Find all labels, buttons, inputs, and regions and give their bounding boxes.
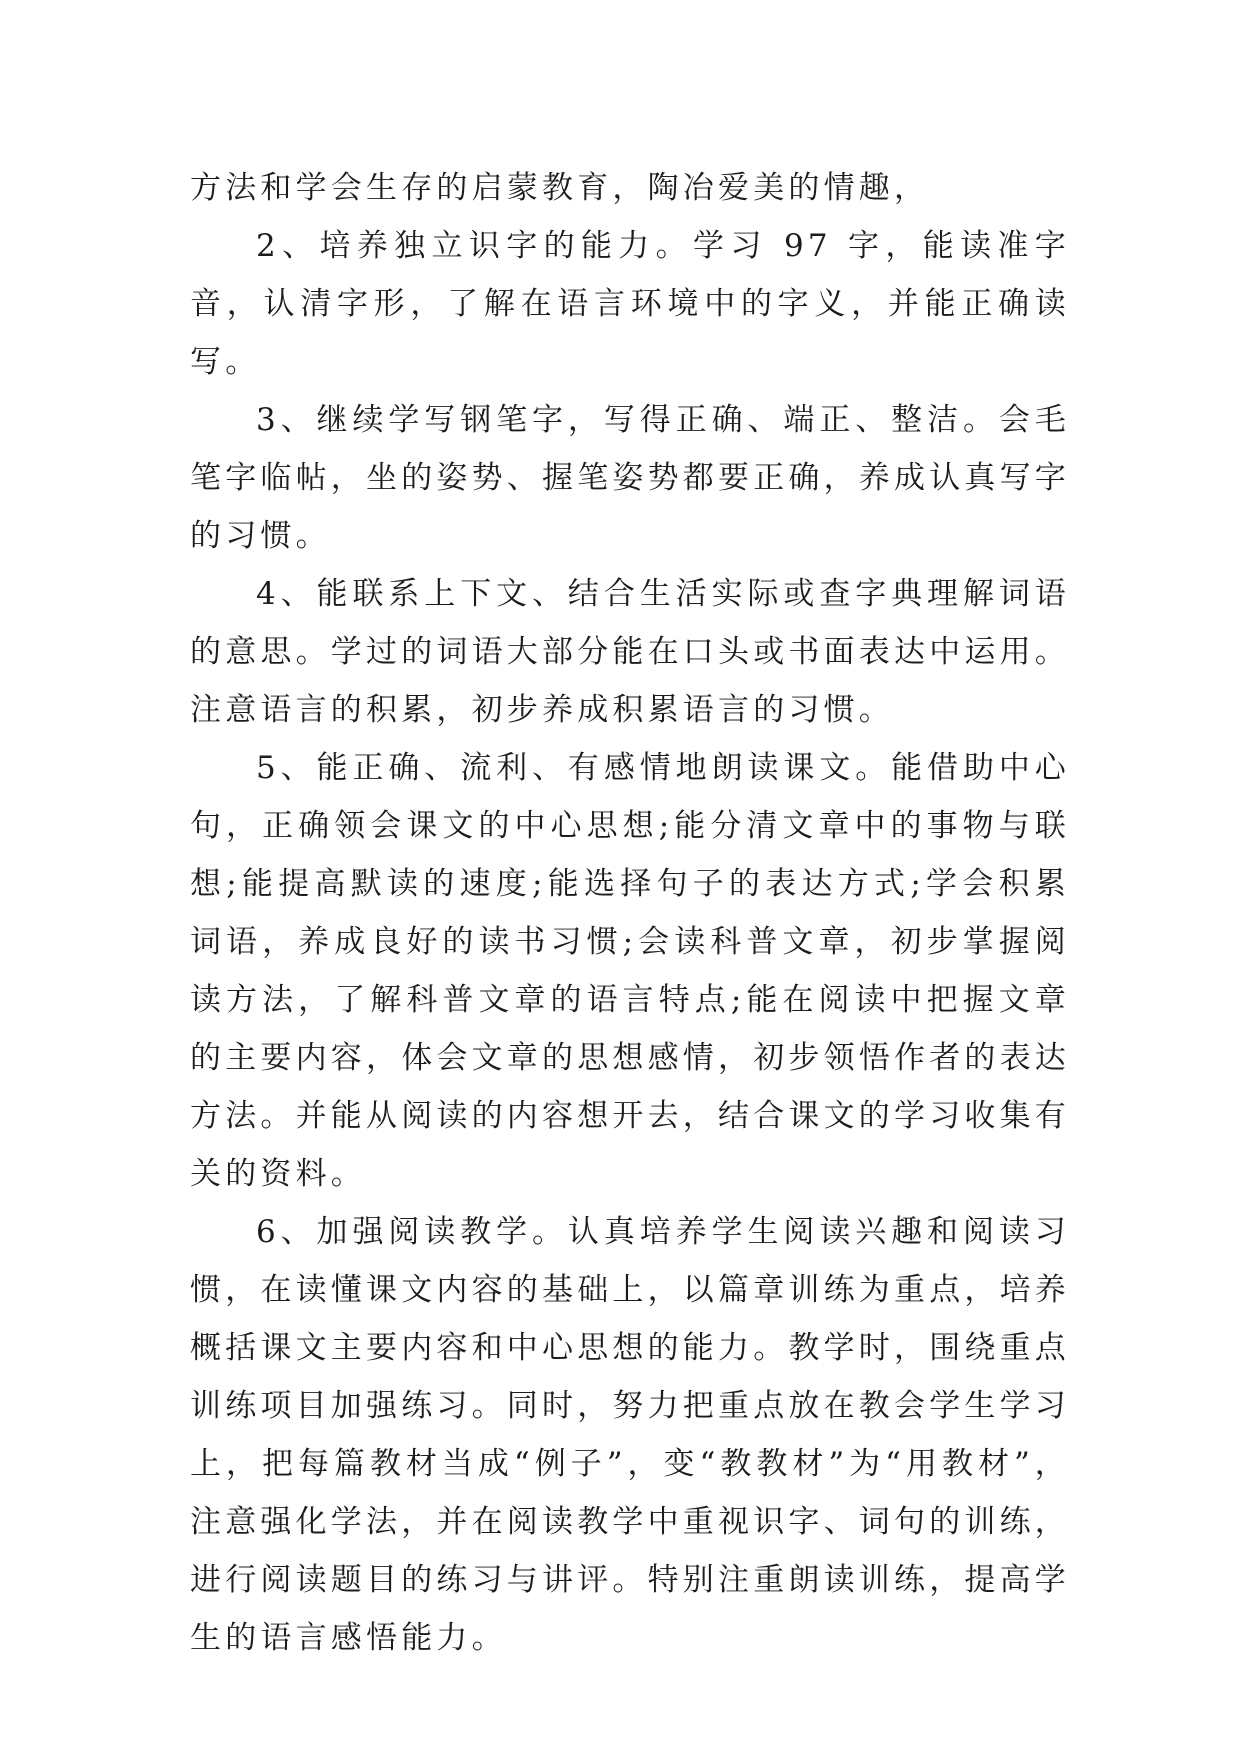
- paragraph-item-6: 6、加强阅读教学。认真培养学生阅读兴趣和阅读习惯，在读懂课文内容的基础上，以篇章训练为重点，培养概括课文主要内容和中心思想的能力。教学时，围绕重点训练项目加强练习。同时，努力把重点放在教会学生学习上，把每篇教材当成“例子”，变“教教材”为“用教材”，注意强化学法，并在阅读教学中重视识字、词句的训练，进行阅读题目的练习与讲评。特别注重朗读训练，提高学生的语言感悟能力。: [190, 1214, 1070, 1656]
- paragraph-item-2: 2、培养独立识字的能力。学习 97 字，能读准字音，认清字形，了解在语言环境中的字义，并能正确读写。: [190, 228, 1070, 380]
- document-body: [190, 159, 1070, 1667]
- paragraph-item-3: 3、继续学写钢笔字，写得正确、端正、整洁。会毛笔字临帖，坐的姿势、握笔姿势都要正确，养成认真写字的习惯。: [190, 402, 1070, 554]
- paragraph-continuation: 方法和学会生存的启蒙教育，陶冶爱美的情趣，: [190, 170, 930, 206]
- paragraph-item-5: 5、能正确、流利、有感情地朗读课文。能借助中心句，正确领会课文的中心思想;能分清文章中的事物与联想;能提高默读的速度;能选择句子的表达方式;学会积累词语，养成良好的读书习惯;会读科普文章，初步掌握阅读方法，了解科普文章的语言特点;能在阅读中把握文章的主要内容，体会文章的思想感情，初步领悟作者的表达方法。并能从阅读的内容想开去，结合课文的学习收集有关的资料。: [190, 750, 1070, 1192]
- paragraph-item-4: 4、能联系上下文、结合生活实际或查字典理解词语的意思。学过的词语大部分能在口头或书面表达中运用。注意语言的积累，初步养成积累语言的习惯。: [190, 576, 1070, 728]
